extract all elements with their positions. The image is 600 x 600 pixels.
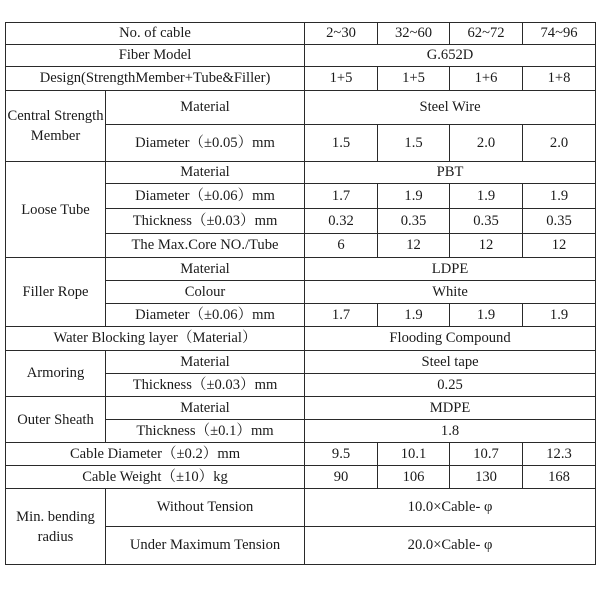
filler-rope-group-label: Filler Rope (6, 258, 106, 327)
central-strength-material-label: Material (106, 91, 305, 125)
cable-diameter-label: Cable Diameter（±0.2）mm (6, 443, 305, 466)
bending-under-label: Under Maximum Tension (106, 527, 305, 565)
design-value-3: 1+6 (450, 67, 523, 91)
outer-sheath-material-value: MDPE (305, 397, 596, 420)
bending-without-value: 10.0×Cable- φ (305, 489, 596, 527)
loose-tube-material-value: PBT (305, 162, 596, 184)
armoring-thickness-value: 0.25 (305, 374, 596, 397)
cable-weight-row (6, 466, 596, 489)
filler-rope-colour-label: Colour (106, 281, 305, 304)
filler-rope-diameter-4: 1.9 (523, 304, 596, 327)
filler-rope-diameter-2: 1.9 (378, 304, 450, 327)
header-col-4: 74~96 (523, 23, 596, 45)
loose-tube-diameter-3: 1.9 (450, 184, 523, 209)
water-blocking-row (6, 327, 596, 351)
central-strength-diameter-3: 2.0 (450, 125, 523, 162)
filler-rope-diameter-label: Diameter（±0.06）mm (106, 304, 305, 327)
header-col-3: 62~72 (450, 23, 523, 45)
loose-tube-maxcore-4: 12 (523, 234, 596, 258)
design-value-1: 1+5 (305, 67, 378, 91)
cable-spec-table (5, 22, 596, 565)
cable-diameter-3: 10.7 (450, 443, 523, 466)
cable-diameter-row (6, 443, 596, 466)
cable-weight-1: 90 (305, 466, 378, 489)
loose-tube-maxcore-label: The Max.Core NO./Tube (106, 234, 305, 258)
central-strength-diameter-2: 1.5 (378, 125, 450, 162)
cable-weight-4: 168 (523, 466, 596, 489)
design-label: Design(StrengthMember+Tube&Filler) (6, 67, 305, 91)
cable-weight-3: 130 (450, 466, 523, 489)
central-strength-material-value: Steel Wire (305, 91, 596, 125)
loose-tube-diameter-2: 1.9 (378, 184, 450, 209)
outer-sheath-material-row (6, 397, 596, 420)
fiber-model-value: G.652D (305, 45, 596, 67)
filler-rope-material-value: LDPE (305, 258, 596, 281)
cable-diameter-2: 10.1 (378, 443, 450, 466)
filler-rope-material-label: Material (106, 258, 305, 281)
loose-tube-maxcore-1: 6 (305, 234, 378, 258)
armoring-material-row (6, 351, 596, 374)
fiber-model-row (6, 45, 596, 67)
header-col-1: 2~30 (305, 23, 378, 45)
cable-weight-2: 106 (378, 466, 450, 489)
bending-without-row (6, 489, 596, 527)
header-label: No. of cable (6, 23, 305, 45)
loose-tube-thickness-3: 0.35 (450, 209, 523, 234)
header-row (6, 23, 596, 45)
armoring-group-label: Armoring (6, 351, 106, 397)
filler-rope-diameter-1: 1.7 (305, 304, 378, 327)
loose-tube-thickness-2: 0.35 (378, 209, 450, 234)
filler-rope-colour-value: White (305, 281, 596, 304)
armoring-material-label: Material (106, 351, 305, 374)
outer-sheath-thickness-value: 1.8 (305, 420, 596, 443)
outer-sheath-material-label: Material (106, 397, 305, 420)
loose-tube-thickness-4: 0.35 (523, 209, 596, 234)
central-strength-diameter-1: 1.5 (305, 125, 378, 162)
filler-rope-diameter-3: 1.9 (450, 304, 523, 327)
loose-tube-material-row (6, 162, 596, 184)
cable-diameter-4: 12.3 (523, 443, 596, 466)
cable-weight-label: Cable Weight（±10）kg (6, 466, 305, 489)
design-value-4: 1+8 (523, 67, 596, 91)
cable-diameter-1: 9.5 (305, 443, 378, 466)
water-blocking-value: Flooding Compound (305, 327, 596, 351)
design-row (6, 67, 596, 91)
loose-tube-material-label: Material (106, 162, 305, 184)
filler-rope-material-row (6, 258, 596, 281)
loose-tube-maxcore-3: 12 (450, 234, 523, 258)
loose-tube-diameter-1: 1.7 (305, 184, 378, 209)
outer-sheath-group-label: Outer Sheath (6, 397, 106, 443)
outer-sheath-thickness-label: Thickness（±0.1）mm (106, 420, 305, 443)
loose-tube-thickness-1: 0.32 (305, 209, 378, 234)
central-strength-material-row (6, 91, 596, 125)
water-blocking-label: Water Blocking layer（Material） (6, 327, 305, 351)
loose-tube-maxcore-2: 12 (378, 234, 450, 258)
bending-without-label: Without Tension (106, 489, 305, 527)
design-value-2: 1+5 (378, 67, 450, 91)
central-strength-diameter-label: Diameter（±0.05）mm (106, 125, 305, 162)
header-col-2: 32~60 (378, 23, 450, 45)
bending-under-value: 20.0×Cable- φ (305, 527, 596, 565)
armoring-thickness-label: Thickness（±0.03）mm (106, 374, 305, 397)
loose-tube-group-label: Loose Tube (6, 162, 106, 258)
central-strength-diameter-4: 2.0 (523, 125, 596, 162)
central-strength-group-label: Central Strength Member (6, 91, 106, 162)
fiber-model-label: Fiber Model (6, 45, 305, 67)
bending-group-label: Min. bending radius (6, 489, 106, 565)
loose-tube-thickness-label: Thickness（±0.03）mm (106, 209, 305, 234)
loose-tube-diameter-4: 1.9 (523, 184, 596, 209)
armoring-material-value: Steel tape (305, 351, 596, 374)
loose-tube-diameter-label: Diameter（±0.06）mm (106, 184, 305, 209)
